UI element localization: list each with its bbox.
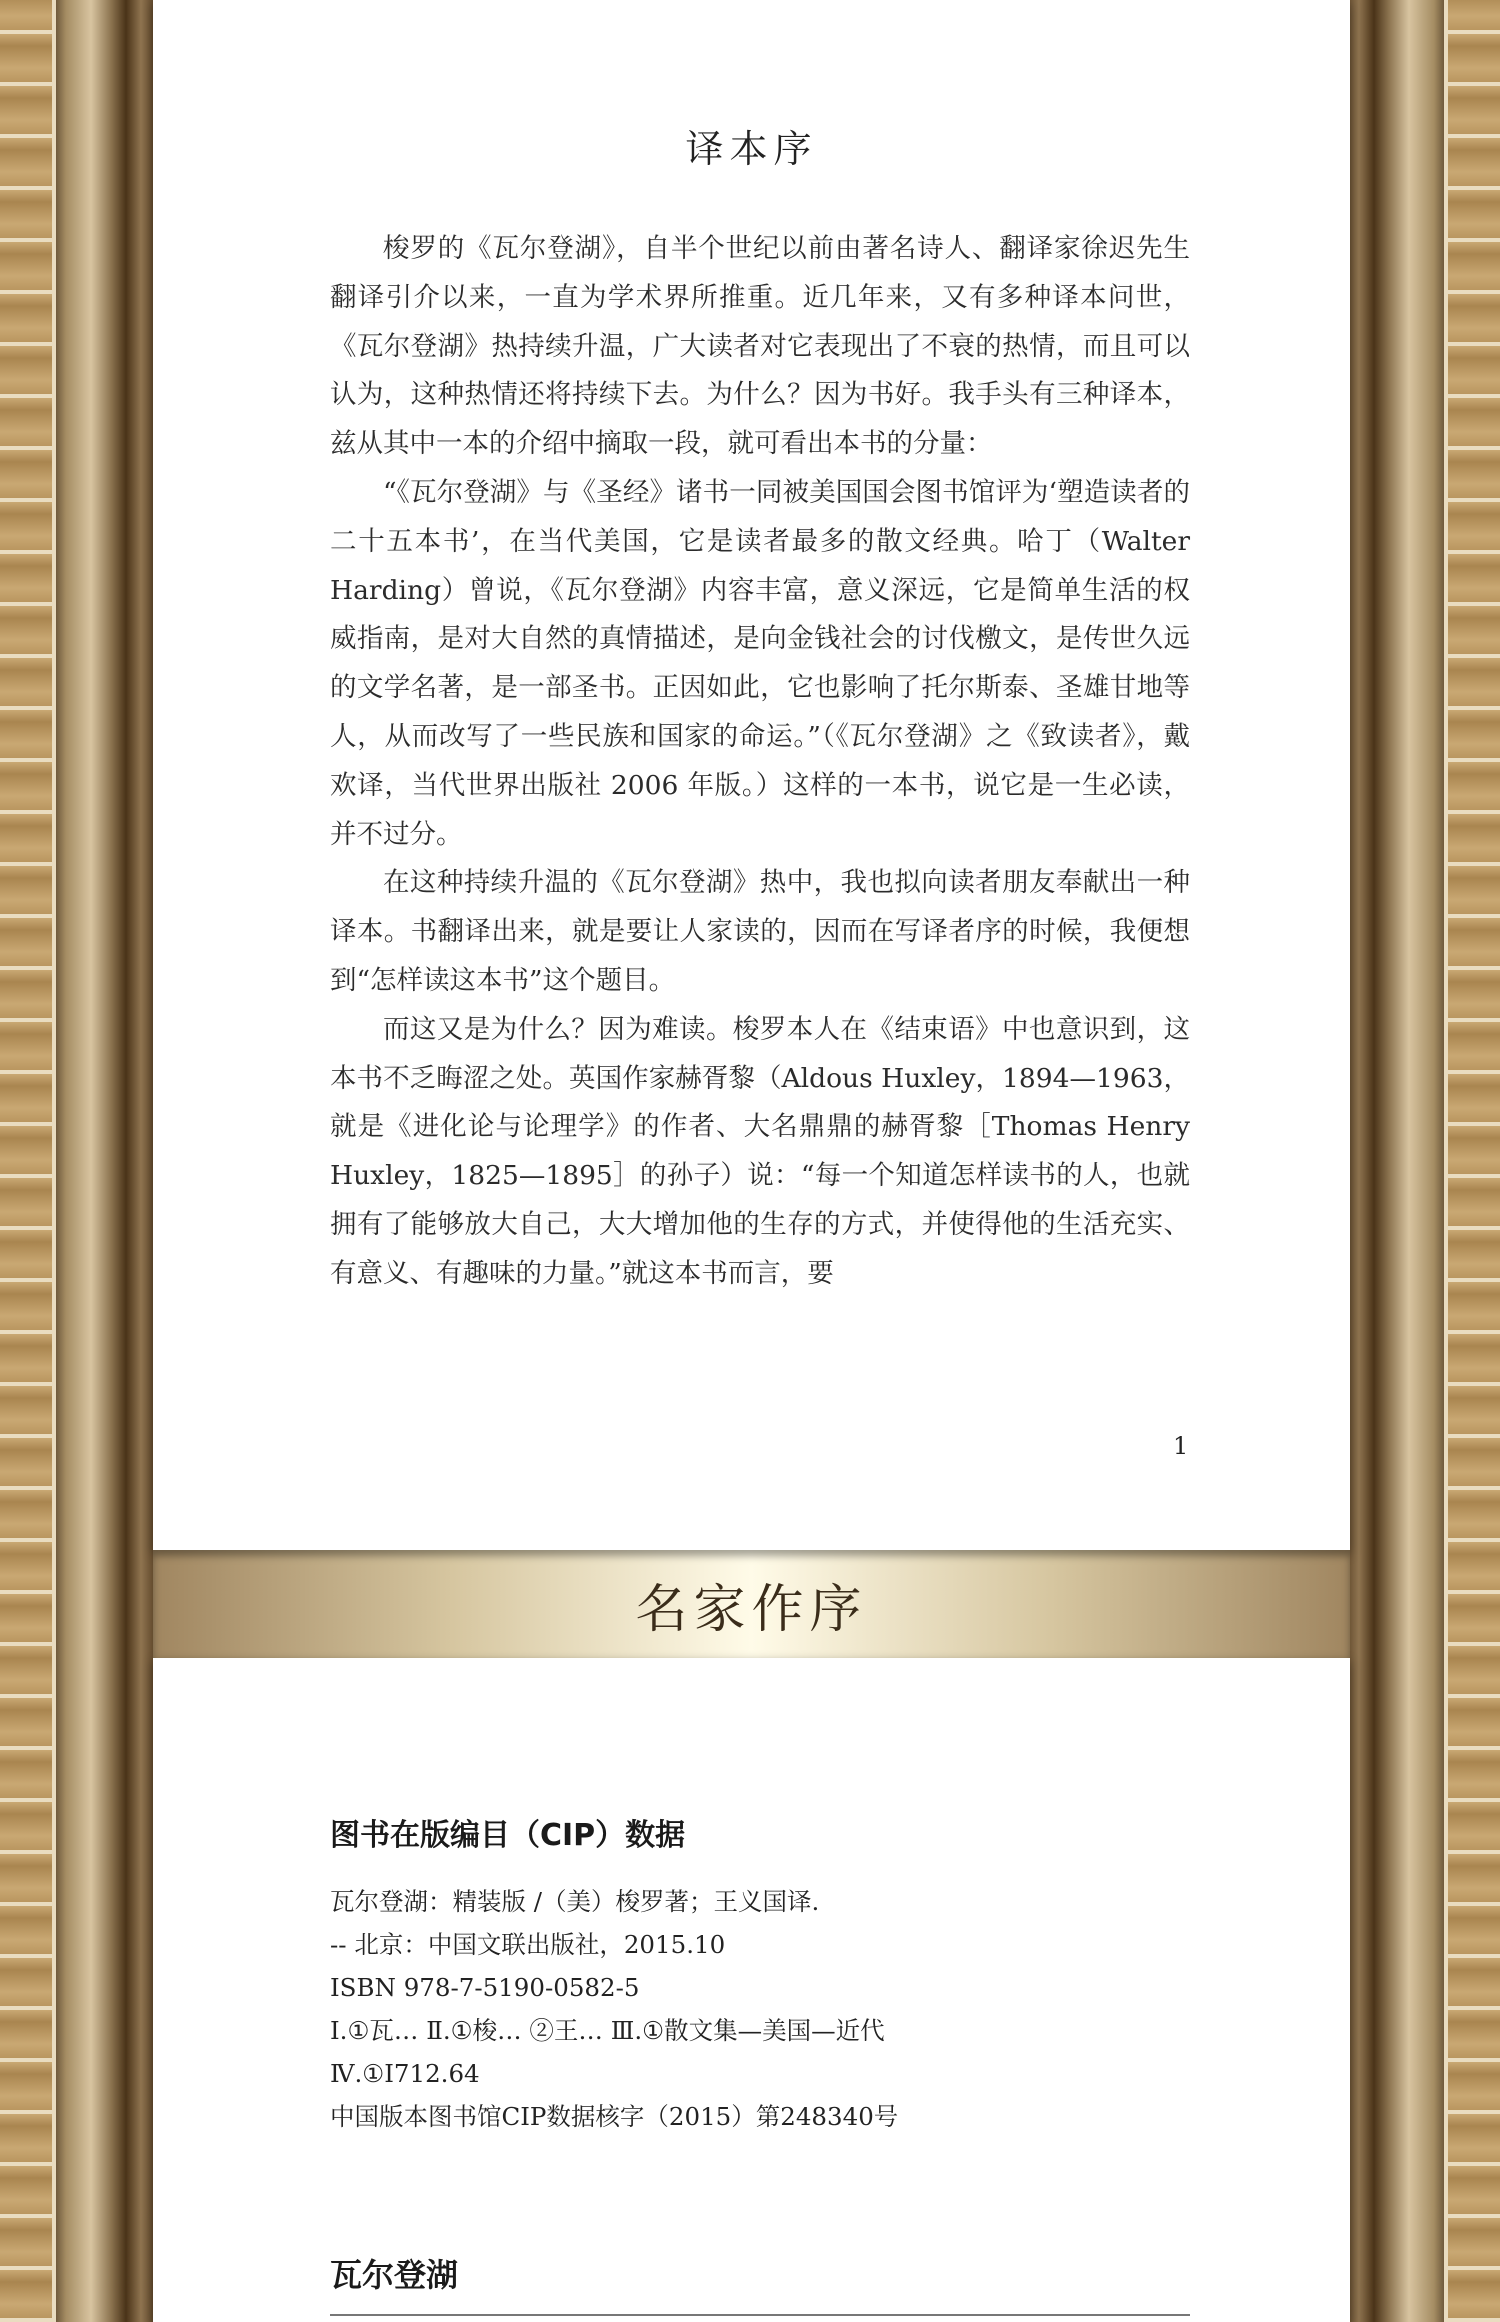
preface-paragraph: 在这种持续升温的《瓦尔登湖》热中，我也拟向读者朋友奉献出一种译本。书翻译出来，就是要让人家读的，因而在写译者序的时候，我便想到“怎样读这本书”这个题目。 xyxy=(330,867,1190,996)
book-title: 瓦尔登湖 xyxy=(330,2256,459,2294)
cip-line: 瓦尔登湖：精装版 /（美）梭罗著；王义国译. xyxy=(330,1887,820,1916)
brick-wall-right xyxy=(1444,0,1500,2322)
brick-wall-left xyxy=(0,0,56,2322)
preface-page xyxy=(153,0,1350,1550)
cip-page xyxy=(153,1658,1350,2322)
section-banner-label: 名家作序 xyxy=(635,1579,868,1640)
cip-title: 图书在版编目（CIP）数据 xyxy=(330,1818,686,1853)
page-number: 1 xyxy=(1173,1432,1189,1460)
cip-line: -- 北京：中国文联出版社，2015.10 xyxy=(330,1930,726,1959)
cip-line: 中国版本图书馆CIP数据核字（2015）第248340号 xyxy=(330,2102,899,2131)
cip-record xyxy=(330,1880,898,2138)
cip-line: Ⅰ.①瓦… Ⅱ.①梭… ②王… Ⅲ.①散文集—美国—近代 xyxy=(330,2016,885,2045)
frame-column-right xyxy=(1344,0,1444,2322)
preface-title: 译本序 xyxy=(685,127,818,171)
frame-column-left xyxy=(56,0,156,2322)
preface-body xyxy=(330,225,1190,1299)
section-banner xyxy=(153,1550,1350,1658)
preface-paragraph: 梭罗的《瓦尔登湖》，自半个世纪以前由著名诗人、翻译家徐迟先生翻译引介以来，一直为学术界所推重。近几年来，又有多种译本问世，《瓦尔登湖》热持续升温，广大读者对它表现出了不衰的热情，而且可以认为，这种热情还将持续下去。为什么？因为书好。我手头有三种译本，兹从其中一本的介绍中摘取一段，就可看出本书的分量： xyxy=(330,233,1190,460)
preface-paragraph: 而这又是为什么？因为难读。梭罗本人在《结束语》中也意识到，这本书不乏晦涩之处。英国作家赫胥黎（Aldous Huxley，1894—1963，就是《进化论与论理学》的作者、大名鼎鼎的赫胥黎［Thomas Henry Huxley，1825—1895］的孙子）说：“每一个知道怎样读书的人，也就拥有了能够放大自己，大大增加他的生存的方式，并使得他的生活充实、有意义、有趣味的力量。”就这本书而言，要 xyxy=(330,1013,1190,1289)
cip-line: Ⅳ.①I712.64 xyxy=(330,2059,480,2088)
cip-line: ISBN 978-7-5190-0582-5 xyxy=(330,1973,640,2002)
preface-paragraph: “《瓦尔登湖》与《圣经》诸书一同被美国国会图书馆评为‘塑造读者的二十五本书’，在当代美国，它是读者最多的散文经典。哈丁（Walter Harding）曾说，《瓦尔登湖》内容丰富，意义深远，它是简单生活的权威指南，是对大自然的真情描述，是向金钱社会的讨伐檄文，是传世久远的文学名著，是一部圣书。正因如此，它也影响了托尔斯泰、圣雄甘地等人，从而改写了一些民族和国家的命运。”（《瓦尔登湖》之《致读者》，戴欢译，当代世界出版社 2006 年版。）这样的一本书，说它是一生必读，并不过分。 xyxy=(330,476,1190,850)
title-rule xyxy=(330,2314,1190,2316)
